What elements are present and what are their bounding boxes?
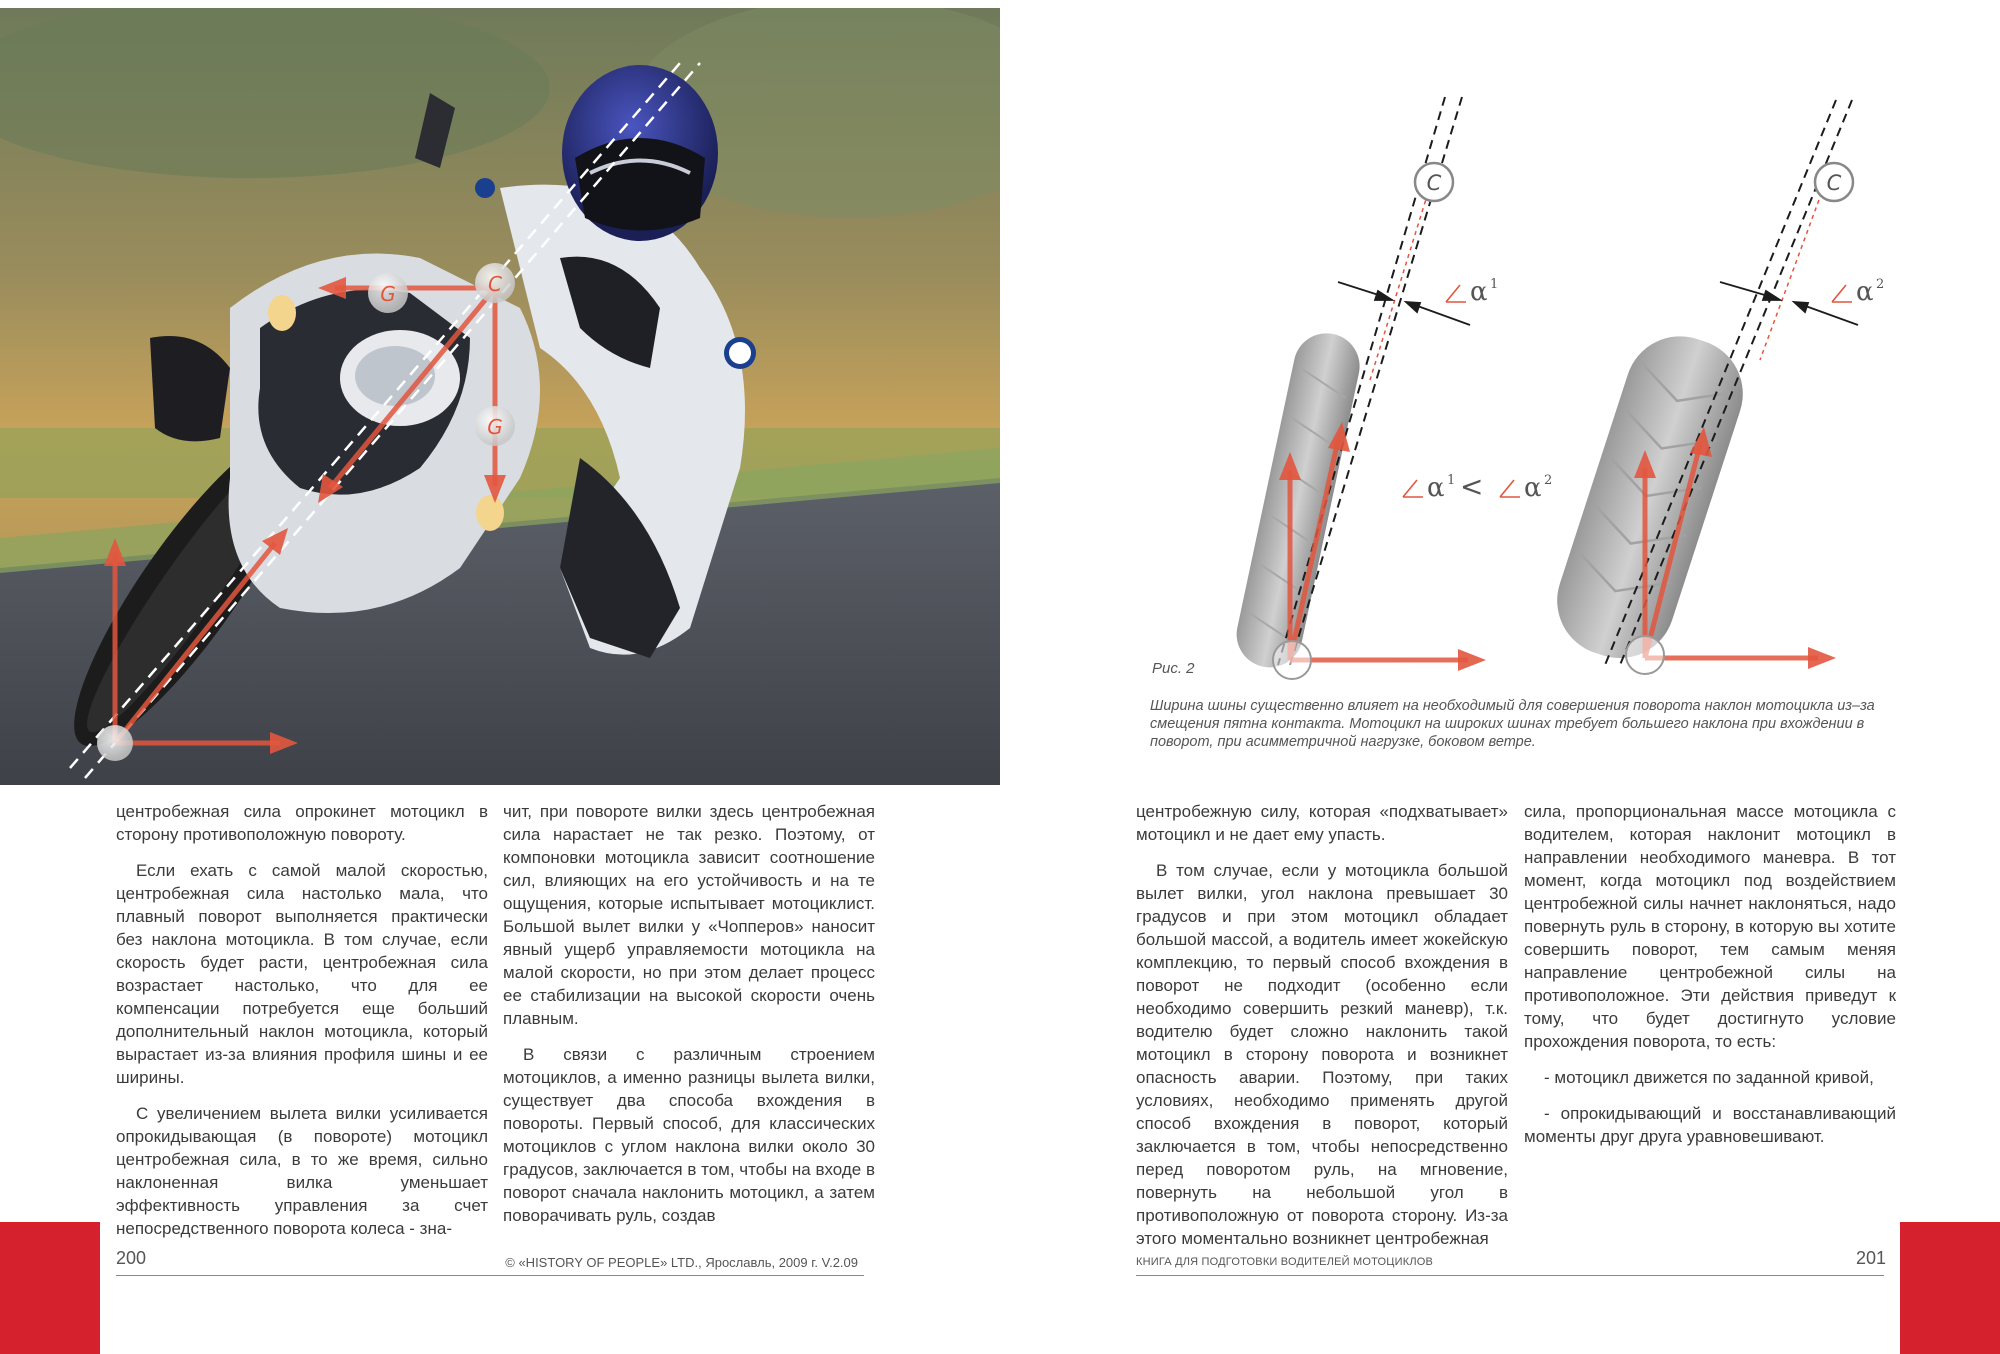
compare-left-alpha: α <box>1427 473 1445 503</box>
compare-operator: < <box>1460 470 1484 503</box>
alpha2-superscript: 2 <box>1876 277 1885 292</box>
paragraph: сила, пропорциональная массе мотоцикла с водителем, которая наклонит мотоцикл в направлении необходимого маневра. В тот момент, когда мотоцикл под воздействием центробежной силы начнет наклоняться, надо повернуть руль в сторону, в которую вы хотите совершить поворот, тем самым меняя направление центробежной силы на противоположное. Эти действия приведут к тому, что будет достигнуто условие прохождения поворота, то есть: <box>1524 802 1896 1051</box>
g-label-upper: G <box>380 282 396 306</box>
right-footer-rule <box>1136 1275 1884 1276</box>
figure-caption: Ширина шины существенно влияет на необходимый для совершения поворота наклон мотоцикла из–за смещения пятна контакта. Мотоцикл на широких шинах требует большего наклона при вхождении в поворот, при асимметричной нагрузке, боковом ветре. <box>1150 698 1875 750</box>
right-footer-book-title: КНИГА ДЛЯ ПОДГОТОВКИ ВОДИТЕЛЕЙ МОТОЦИКЛОВ <box>1136 1256 1434 1268</box>
paragraph: С увеличением вылета вилки усиливается опрокидывающая (в повороте) мотоцикл центробежная сила, в то же время, сильно наклоненная вилка уменьшает эффективность управления за счет непосредственного поворота колеса - зна- <box>116 1104 488 1238</box>
left-footer-rule <box>116 1275 864 1276</box>
paragraph: центробежную силу, которая «подхватывает» мотоцикл и не дает ему упасть. <box>1136 802 1508 844</box>
tire-width-diagram <box>1000 0 2000 785</box>
left-footer-copyright: © «HISTORY OF PEOPLE» LTD., Ярославль, 2009 г. V.2.09 <box>505 1255 858 1270</box>
motorcycle-photo-illustration <box>0 8 1000 785</box>
paragraph: Если ехать с самой малой скоростью, центробежная сила настолько мала, что плавный поворот выполняется практически без наклона мотоцикла. В том случае, если скорость будет расти, центробежная сила возрастает настолько, что для ее компенсации потребуется еще больший дополнительный наклон мотоцикла, который вырастает из-за влияния профиля шины и ее ширины. <box>116 861 488 1087</box>
right-page-red-tab <box>1900 1222 2000 1354</box>
compare-right-superscript: 2 <box>1544 473 1553 488</box>
c-label-tyre1: C <box>1426 171 1442 195</box>
left-page-column-2 <box>503 800 875 1240</box>
left-page-column-1 <box>116 800 488 1253</box>
figure-label: Рис. 2 <box>1152 660 1195 677</box>
right-page-column-1 <box>1136 800 1508 1263</box>
paragraph: центробежная сила опрокинет мотоцикл в сторону противоположную повороту. <box>116 802 488 844</box>
alpha1-label: α <box>1470 277 1488 307</box>
motorcycle-photo <box>0 8 1000 785</box>
c-label: C <box>488 272 502 296</box>
compare-right-alpha: α <box>1524 473 1542 503</box>
right-page-number: 201 <box>1856 1248 1887 1268</box>
g-label-lower: G <box>487 415 503 439</box>
left-page-red-tab <box>0 1222 100 1354</box>
paragraph: В связи с различным строением мотоциклов, а именно разницы вылета вилки, существует два способа вхождения в повороты. Первый способ, для классических мотоциклов с углом наклона вилки около 30 градусов, заключается в том, чтобы на входе в поворот сначала наклонить мотоцикл, а затем поворачивать руль, создав <box>503 1045 875 1225</box>
left-page-number: 200 <box>116 1248 147 1268</box>
list-item: - мотоцикл движется по заданной кривой, <box>1544 1068 1874 1087</box>
alpha2-label: α <box>1856 277 1874 307</box>
list-item: - опрокидывающий и восстанавливающий моменты друг друга уравновешивают. <box>1524 1104 1896 1146</box>
paragraph: чит, при повороте вилки здесь центробежная сила нарастает не так резко. Поэтому, от компоновки мотоцикла зависит соотношение сил, влияющих на его устойчивость и на те ощущения, которые испытывает мотоциклист. Большой вылет вилки у «Чопперов» наносит явный ущерб управляемости мотоцикла на малой скорости, но при этом делает процесс ее стабилизации на высокой скорости очень плавным. <box>503 802 875 1028</box>
right-page-column-2 <box>1524 800 1896 1161</box>
c-label-tyre2: C <box>1826 171 1842 195</box>
compare-left-superscript: 1 <box>1447 473 1456 488</box>
paragraph: В том случае, если у мотоцикла большой вылет вилки, угол наклона превышает 30 градусов и при этом мотоцикл обладает большой массой, а водитель имеет жокейскую комплекцию, то первый способ вхождения в поворот не подходит (особенно если необходимо совершить резкий маневр), т.к. водителю будет сложно наклонить такой мотоцикл в сторону поворота и возникнет опасность аварии. Поэтому, при таких условиях, необходимо применять другой способ вхождения в поворот, который заключается в том, чтобы непосредственно перед поворотом руль, на мгновение, повернуть на небольшой угол в противоположную от поворота сторону. Из-за этого моментально возникнет центробежная <box>1136 861 1508 1248</box>
alpha1-superscript: 1 <box>1490 277 1499 292</box>
